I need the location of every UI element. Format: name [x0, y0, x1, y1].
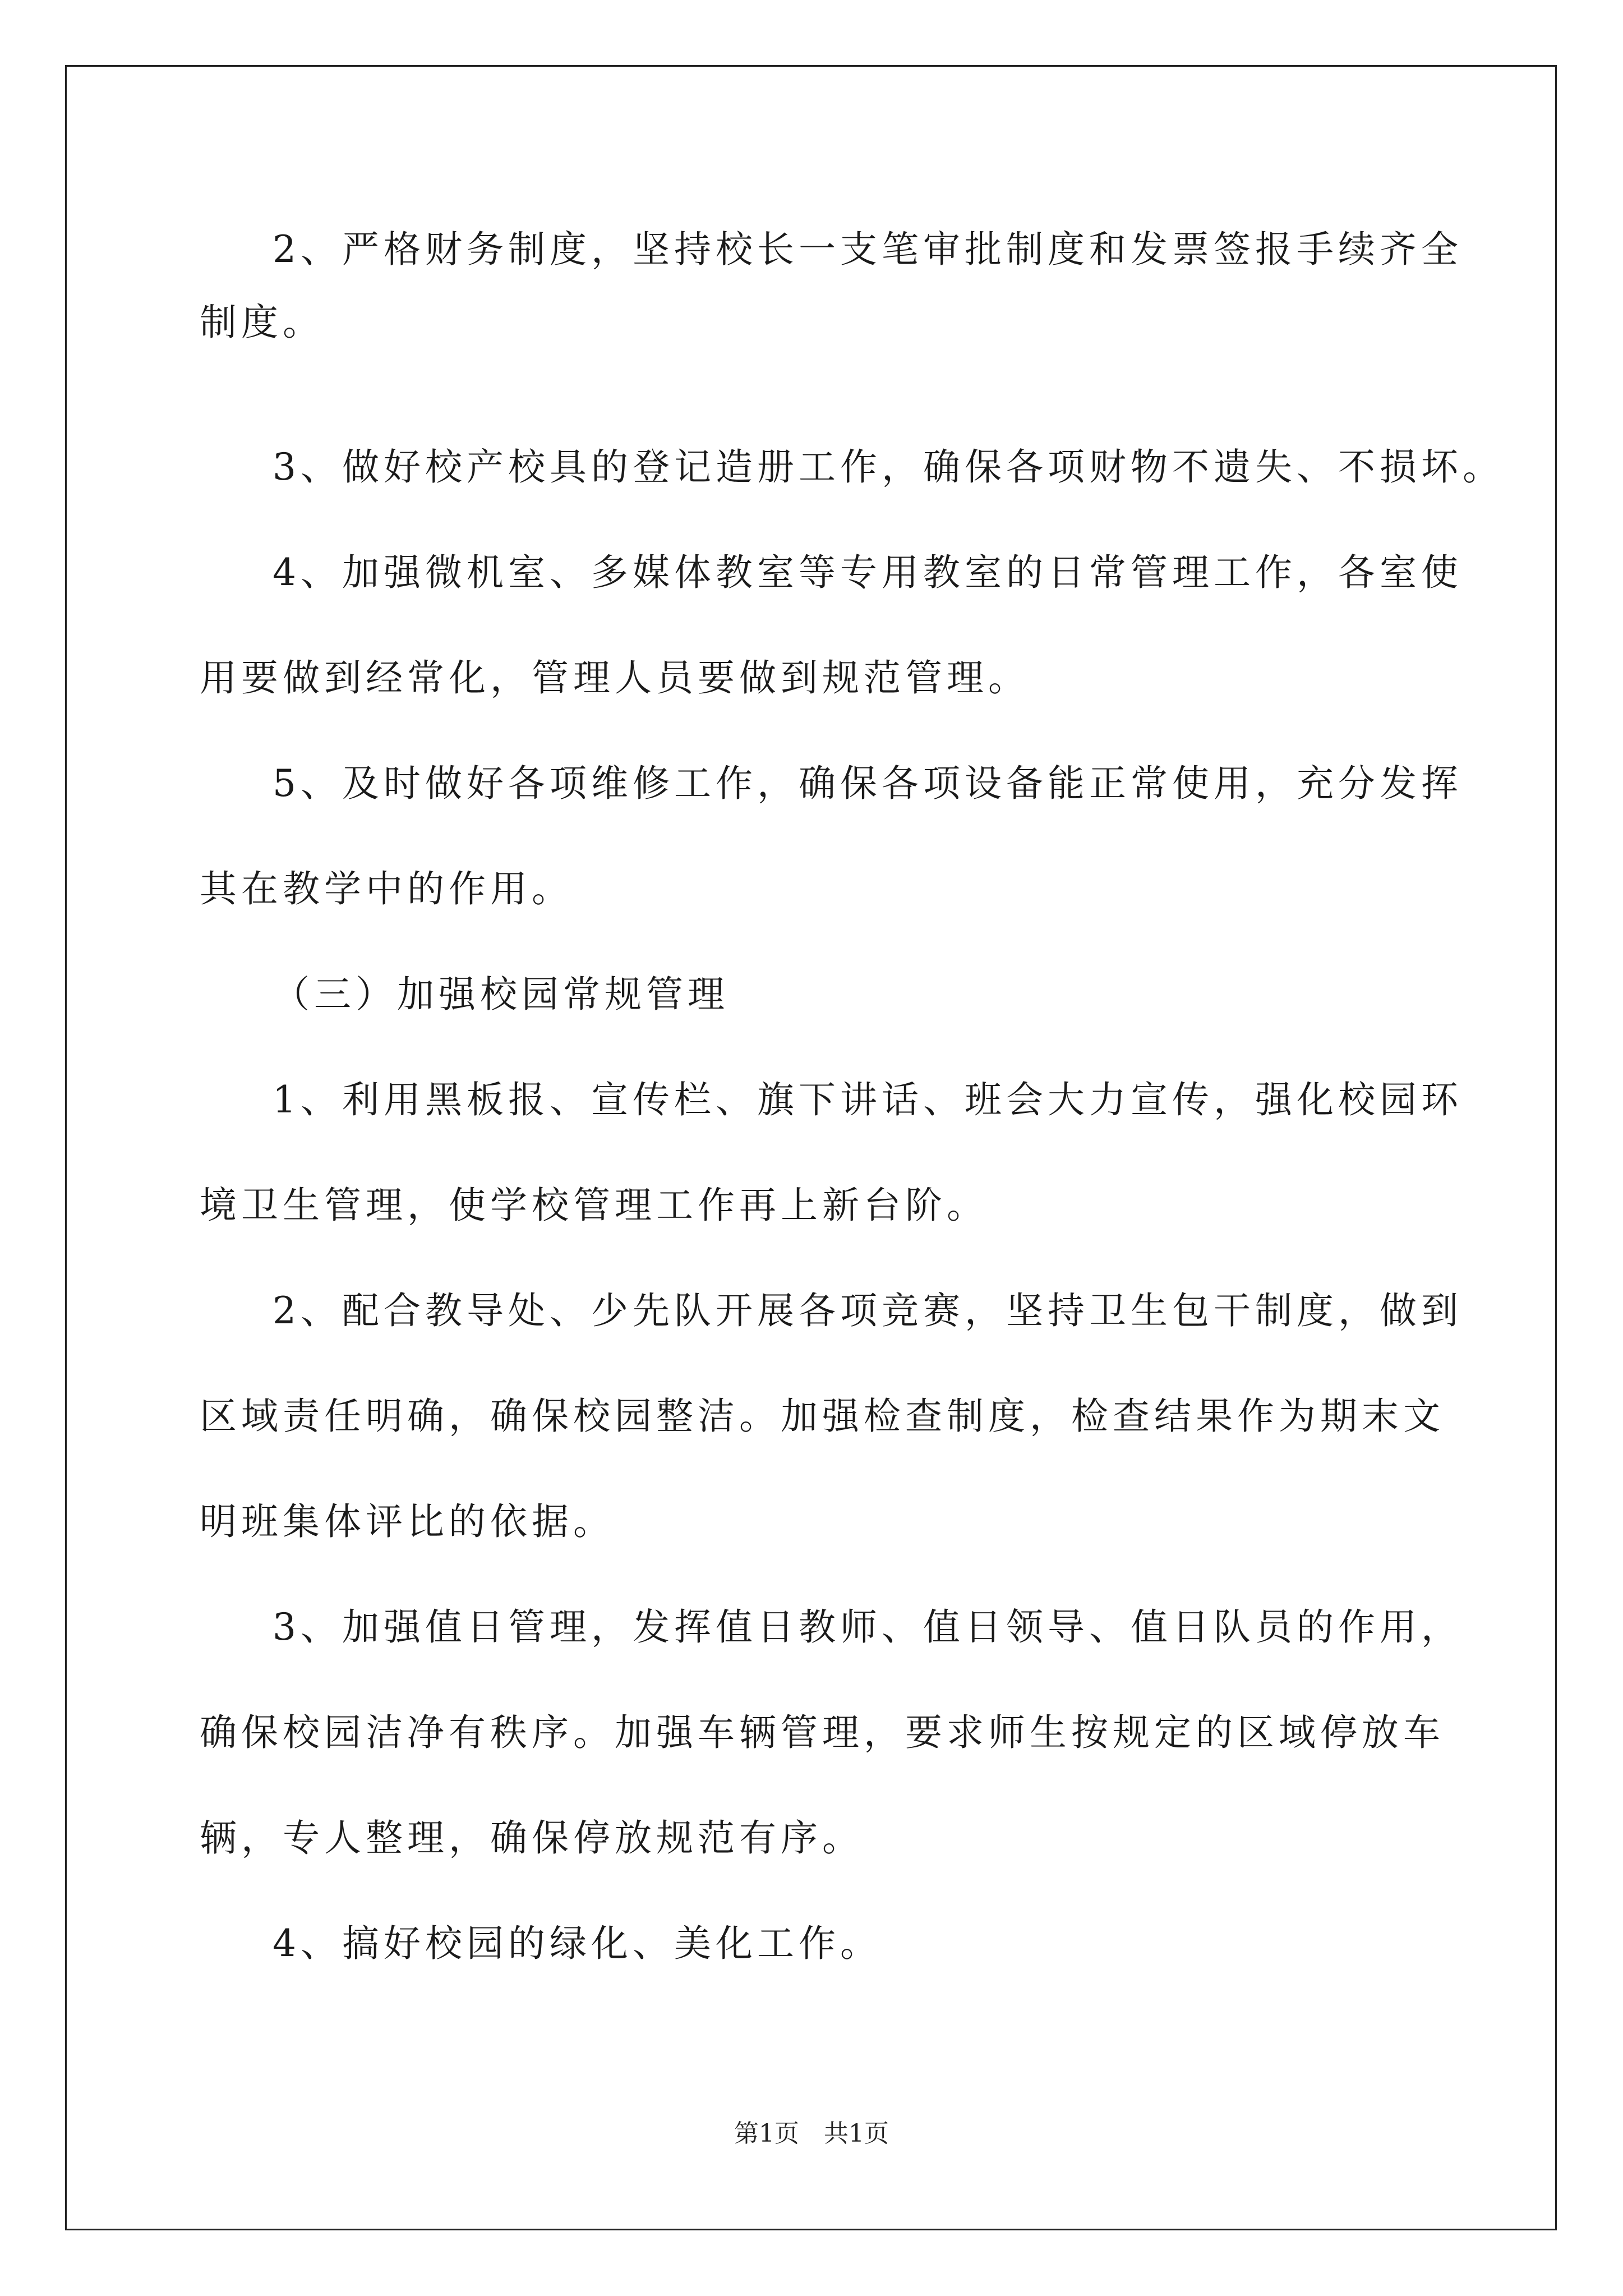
- paragraph-line: 2、配合教导处、少先队开展各项竞赛，坚持卫生包干制度，做到: [273, 1289, 1463, 1332]
- paragraph-line: 2、严格财务制度，坚持校长一支笔审批制度和发票签报手续齐全: [273, 228, 1463, 271]
- paragraph-line: 区域责任明确，确保校园整洁。加强检查制度，检查结果作为期末文: [200, 1395, 1445, 1438]
- page-footer: 第1页 共1页: [734, 2119, 889, 2148]
- paragraph-line: 辆，专人整理，确保停放规范有序。: [200, 1816, 864, 1860]
- paragraph-line: 4、加强微机室、多媒体教室等专用教室的日常管理工作，各室使: [273, 551, 1463, 594]
- paragraph-line: 制度。: [200, 301, 324, 344]
- paragraph-line: 其在教学中的作用。: [200, 867, 573, 910]
- paragraph-line: 5、及时做好各项维修工作，确保各项设备能正常使用，充分发挥: [273, 762, 1463, 805]
- paragraph-line: 确保校园洁净有秩序。加强车辆管理，要求师生按规定的区域停放车: [200, 1711, 1445, 1754]
- paragraph-line: 用要做到经常化，管理人员要做到规范管理。: [200, 656, 1030, 700]
- page-border: [65, 65, 1557, 2230]
- paragraph-line: 境卫生管理，使学校管理工作再上新台阶。: [200, 1184, 988, 1227]
- paragraph-line: 明班集体评比的依据。: [200, 1500, 615, 1543]
- paragraph-line: 1、利用黑板报、宣传栏、旗下讲话、班会大力宣传，强化校园环: [273, 1078, 1463, 1121]
- section-heading: （三）加强校园常规管理: [273, 973, 729, 1016]
- paragraph-line: 4、搞好校园的绿化、美化工作。: [273, 1922, 882, 1965]
- paragraph-line: 3、加强值日管理，发挥值日教师、值日领导、值日队员的作用，: [273, 1605, 1463, 1649]
- paragraph-line: 3、做好校产校具的登记造册工作，确保各项财物不遗失、不损坏。: [273, 445, 1504, 489]
